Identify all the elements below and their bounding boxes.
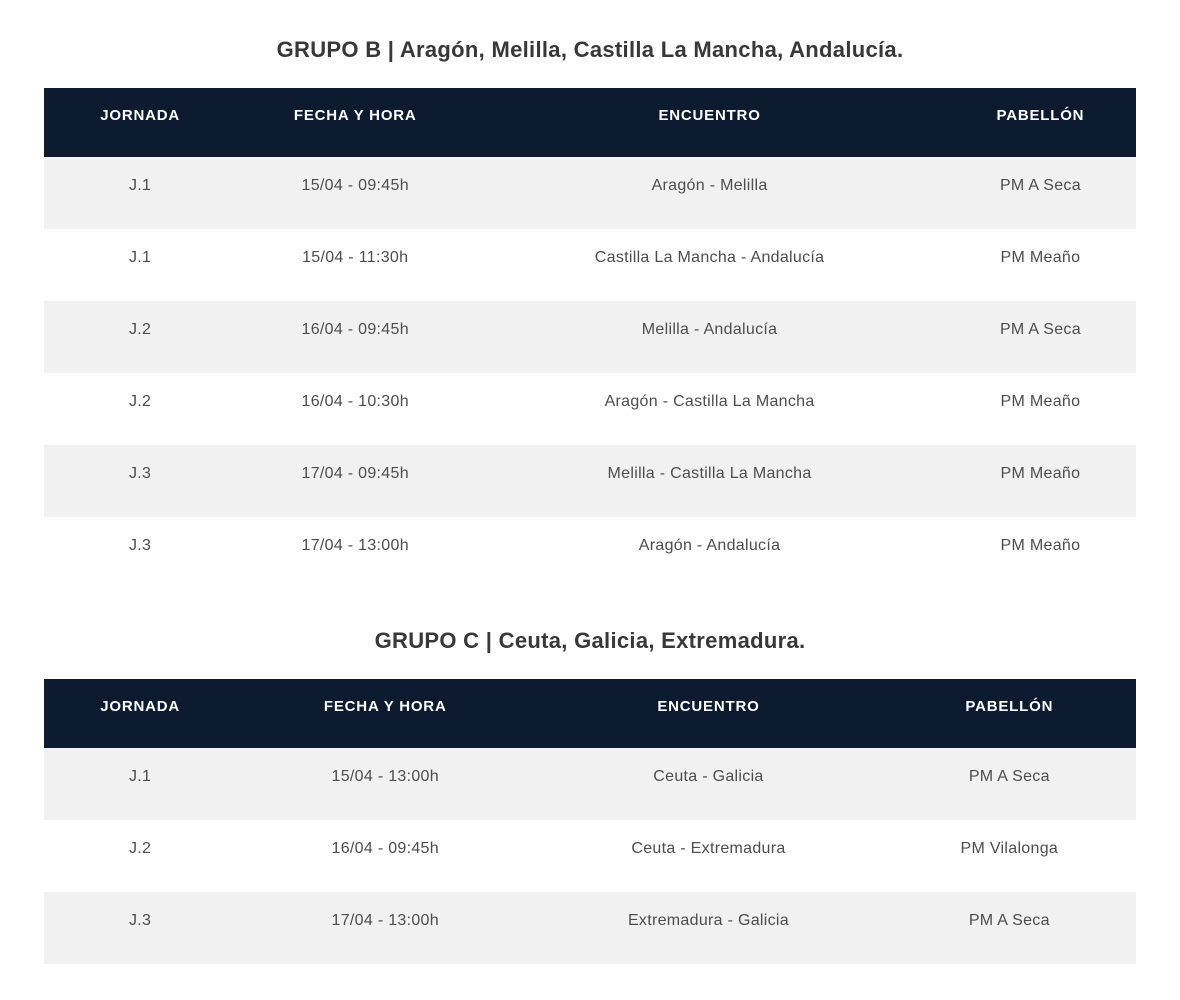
column-header: PABELLÓN <box>883 679 1136 748</box>
match-row <box>44 820 1136 892</box>
match-cell: 15/04 - 13:00h <box>331 768 439 785</box>
column-header: JORNADA <box>44 88 236 157</box>
match-cell: Extremadura - Galicia <box>627 912 789 929</box>
header-row <box>44 679 1136 748</box>
match-cell: Melilla - Castilla La Mancha <box>607 465 812 482</box>
column-header: FECHA Y HORA <box>236 679 534 748</box>
group-c-schedule-table <box>44 679 1136 964</box>
match-row <box>44 517 1136 589</box>
match-cell: 17/04 - 13:00h <box>331 912 439 929</box>
column-header: PABELLÓN <box>945 88 1136 157</box>
match-cell: Melilla - Andalucía <box>641 321 778 338</box>
match-cell: PM A Seca <box>999 177 1081 194</box>
match-cell: J.2 <box>128 321 152 338</box>
match-row <box>44 301 1136 373</box>
match-cell: PM A Seca <box>999 321 1081 338</box>
match-cell: 16/04 - 10:30h <box>301 393 409 410</box>
group-c-title: GRUPO C | Ceuta, Galicia, Extremadura. <box>374 628 806 653</box>
match-cell: J.1 <box>128 177 152 194</box>
match-cell: PM Meaño <box>1000 537 1081 554</box>
match-cell: PM Meaño <box>1000 249 1081 266</box>
group-c-section <box>44 629 1136 964</box>
match-cell: 15/04 - 11:30h <box>302 249 409 266</box>
match-cell: 16/04 - 09:45h <box>301 321 409 338</box>
match-cell: Aragón - Melilla <box>651 177 768 194</box>
match-cell: PM A Seca <box>968 768 1050 785</box>
match-cell: J.2 <box>128 393 152 410</box>
match-cell: 17/04 - 09:45h <box>301 465 409 482</box>
match-row <box>44 157 1136 229</box>
match-row <box>44 373 1136 445</box>
group-b-schedule-table <box>44 88 1136 589</box>
match-row <box>44 748 1136 820</box>
match-cell: J.1 <box>128 249 152 266</box>
match-cell: Aragón - Castilla La Mancha <box>604 393 815 410</box>
match-cell: 17/04 - 13:00h <box>301 537 409 554</box>
match-cell: 16/04 - 09:45h <box>331 840 439 857</box>
column-header: FECHA Y HORA <box>236 88 474 157</box>
group-b-section <box>44 38 1136 589</box>
match-cell: J.3 <box>128 465 152 482</box>
match-cell: J.3 <box>128 912 152 929</box>
match-row <box>44 229 1136 301</box>
match-cell: Aragón - Andalucía <box>638 537 781 554</box>
match-cell: Castilla La Mancha - Andalucía <box>594 249 825 266</box>
match-row <box>44 892 1136 964</box>
match-cell: J.1 <box>128 768 152 785</box>
column-header: JORNADA <box>44 679 236 748</box>
match-cell: 15/04 - 09:45h <box>301 177 409 194</box>
column-header: ENCUENTRO <box>474 88 945 157</box>
match-cell: J.2 <box>128 840 152 857</box>
match-cell: Ceuta - Extremadura <box>631 840 786 857</box>
match-cell: PM Vilalonga <box>960 840 1059 857</box>
match-cell: PM A Seca <box>968 912 1050 929</box>
header-row <box>44 88 1136 157</box>
match-cell: J.3 <box>128 537 152 554</box>
match-cell: PM Meaño <box>1000 393 1081 410</box>
group-b-title: GRUPO B | Aragón, Melilla, Castilla La Mancha, Andalucía. <box>276 37 904 62</box>
match-row <box>44 445 1136 517</box>
match-cell: PM Meaño <box>1000 465 1081 482</box>
column-header: ENCUENTRO <box>534 679 882 748</box>
match-cell: Ceuta - Galicia <box>653 768 764 785</box>
